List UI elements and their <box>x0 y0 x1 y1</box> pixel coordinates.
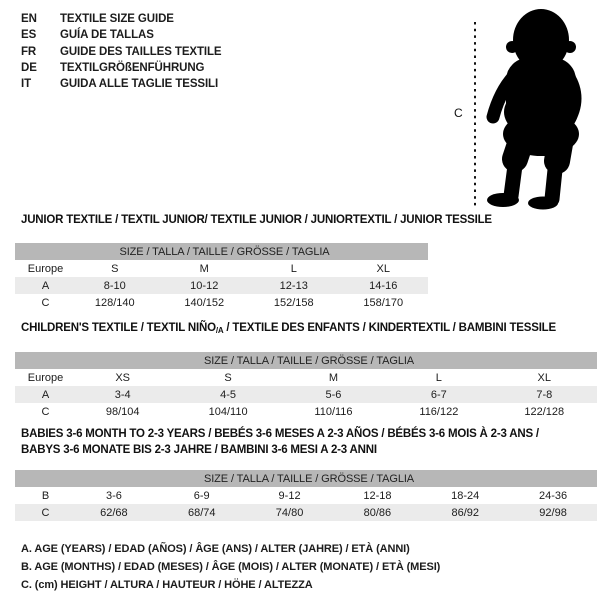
size-cell: 6-9 <box>193 489 210 502</box>
baby-silhouette-figure <box>440 0 600 220</box>
size-cell: 24-36 <box>539 489 568 502</box>
size-cell: 98/104 <box>105 405 140 418</box>
legend-line-c: C. (cm) HEIGHT / ALTURA / HAUTEUR / HÖHE / ALTEZZA <box>21 579 313 591</box>
lang-title: TEXTILE SIZE GUIDE <box>60 13 174 25</box>
size-cell: S <box>224 371 232 384</box>
children-size-table <box>15 352 597 420</box>
lang-title: GUÍA DE TALLAS <box>60 29 154 42</box>
size-header-cell: SIZE / TALLA / TAILLE / GRÖSSE / TAGLIA <box>15 243 428 260</box>
row-label: Europe <box>27 371 64 384</box>
size-cell: 4-5 <box>175 386 280 403</box>
legend-line-b: B. AGE (MONTHS) / EDAD (MESES) / ÂGE (MOIS) / ALTER (MONATE) / ETÀ (MESI) <box>21 561 441 573</box>
children-title-sub: /A <box>215 326 224 335</box>
table-row <box>15 386 597 403</box>
babies-size-table <box>15 470 597 521</box>
size-cell: 74/80 <box>246 504 334 521</box>
junior-table-title <box>21 214 492 226</box>
lang-row-es <box>21 27 222 43</box>
toddler-silhouette-icon <box>487 9 579 210</box>
table-row <box>15 403 597 420</box>
size-cell: 68/74 <box>158 504 246 521</box>
size-cell: 140/152 <box>184 296 225 309</box>
table-row <box>15 504 597 521</box>
row-label: A <box>15 277 70 294</box>
size-cell: 5-6 <box>281 386 386 403</box>
size-cell: XS <box>115 371 131 384</box>
size-cell: M <box>199 262 209 275</box>
table-row <box>15 277 428 294</box>
lang-row-fr <box>21 44 222 60</box>
children-title-pre: CHILDREN'S TEXTILE / TEXTIL NIÑO <box>21 322 216 334</box>
size-header-row <box>15 352 597 369</box>
size-cell: 152/158 <box>273 296 314 309</box>
size-cell: 116/122 <box>419 405 459 418</box>
lang-code: EN <box>21 13 37 25</box>
table-row <box>15 260 428 277</box>
size-cell: 3-6 <box>105 489 122 502</box>
babies-title-line1: BABIES 3-6 MONTH TO 2-3 YEARS / BEBÉS 3-6 MESES A 2-3 AÑOS / BÉBÉS 3-6 MOIS À 2-3 ANS / <box>21 428 539 440</box>
children-title-post: / TEXTILE DES ENFANTS / KINDERTEXTIL / BAMBINI TESSILE <box>223 322 556 334</box>
size-cell: XL <box>376 262 390 275</box>
size-cell: 18-24 <box>451 489 480 502</box>
size-header-cell: SIZE / TALLA / TAILLE / GRÖSSE / TAGLIA <box>15 352 597 369</box>
size-cell: XL <box>537 371 552 384</box>
size-cell: M <box>328 371 339 384</box>
size-cell: 6-7 <box>386 386 491 403</box>
legend <box>21 540 440 594</box>
size-cell: 12-18 <box>363 489 392 502</box>
row-label: B <box>41 489 50 502</box>
row-label: C <box>41 296 50 309</box>
table-row <box>15 487 597 504</box>
table-row <box>15 294 428 311</box>
size-cell: 9-12 <box>278 489 301 502</box>
lang-code: IT <box>21 78 32 91</box>
size-cell: 104/110 <box>208 405 248 418</box>
size-cell: 8-10 <box>70 277 160 294</box>
size-cell: 158/170 <box>363 296 404 309</box>
row-label: C <box>41 405 50 418</box>
table-row <box>15 369 597 386</box>
size-cell: 86/92 <box>421 504 509 521</box>
size-header-row <box>15 243 428 260</box>
size-cell: 3-4 <box>70 386 175 403</box>
lang-title: GUIDE DES TAILLES TEXTILE <box>60 45 222 58</box>
lang-title: TEXTILGRÖßENFÜHRUNG <box>60 61 205 74</box>
size-cell: 7-8 <box>492 386 597 403</box>
size-cell: 110/116 <box>314 405 353 418</box>
lang-code: FR <box>21 45 37 58</box>
size-cell: L <box>435 371 442 384</box>
lang-row-en <box>21 11 222 27</box>
lang-row-de <box>21 60 222 76</box>
lang-row-it <box>21 76 222 92</box>
babies-title-line2: BABYS 3-6 MONATE BIS 2-3 JAHRE / BAMBINI 3-6 MESI A 2-3 ANNI <box>21 444 377 456</box>
size-cell: 80/86 <box>333 504 421 521</box>
size-cell: 12-13 <box>249 277 339 294</box>
size-cell: 92/98 <box>509 504 597 521</box>
size-cell: 14-16 <box>339 277 429 294</box>
size-cell: 10-12 <box>160 277 250 294</box>
size-cell: 122/128 <box>524 405 565 418</box>
junior-size-table <box>15 243 428 311</box>
junior-table-title-text: JUNIOR TEXTILE / TEXTIL JUNIOR/ TEXTILE JUNIOR / JUNIORTEXTIL / JUNIOR TESSILE <box>21 214 492 226</box>
size-cell: S <box>111 262 119 275</box>
row-label: C <box>15 504 70 521</box>
size-header-cell: SIZE / TALLA / TAILLE / GRÖSSE / TAGLIA <box>15 470 597 487</box>
size-cell: 62/68 <box>70 504 158 521</box>
size-cell: 128/140 <box>94 296 135 309</box>
size-cell: L <box>290 262 297 275</box>
size-header-row <box>15 470 597 487</box>
babies-table-title <box>21 426 539 458</box>
row-label: A <box>15 386 70 403</box>
lang-code: DE <box>21 61 37 74</box>
height-label-c: C <box>454 106 463 120</box>
row-label: Europe <box>27 262 64 275</box>
lang-code: ES <box>21 29 37 42</box>
legend-line-a: A. AGE (YEARS) / EDAD (AÑOS) / ÂGE (ANS) / ALTER (JAHRE) / ETÀ (ANNI) <box>21 543 410 555</box>
children-table-title <box>21 322 556 335</box>
lang-title: GUIDA ALLE TAGLIE TESSILI <box>60 78 219 91</box>
language-header <box>21 11 222 92</box>
